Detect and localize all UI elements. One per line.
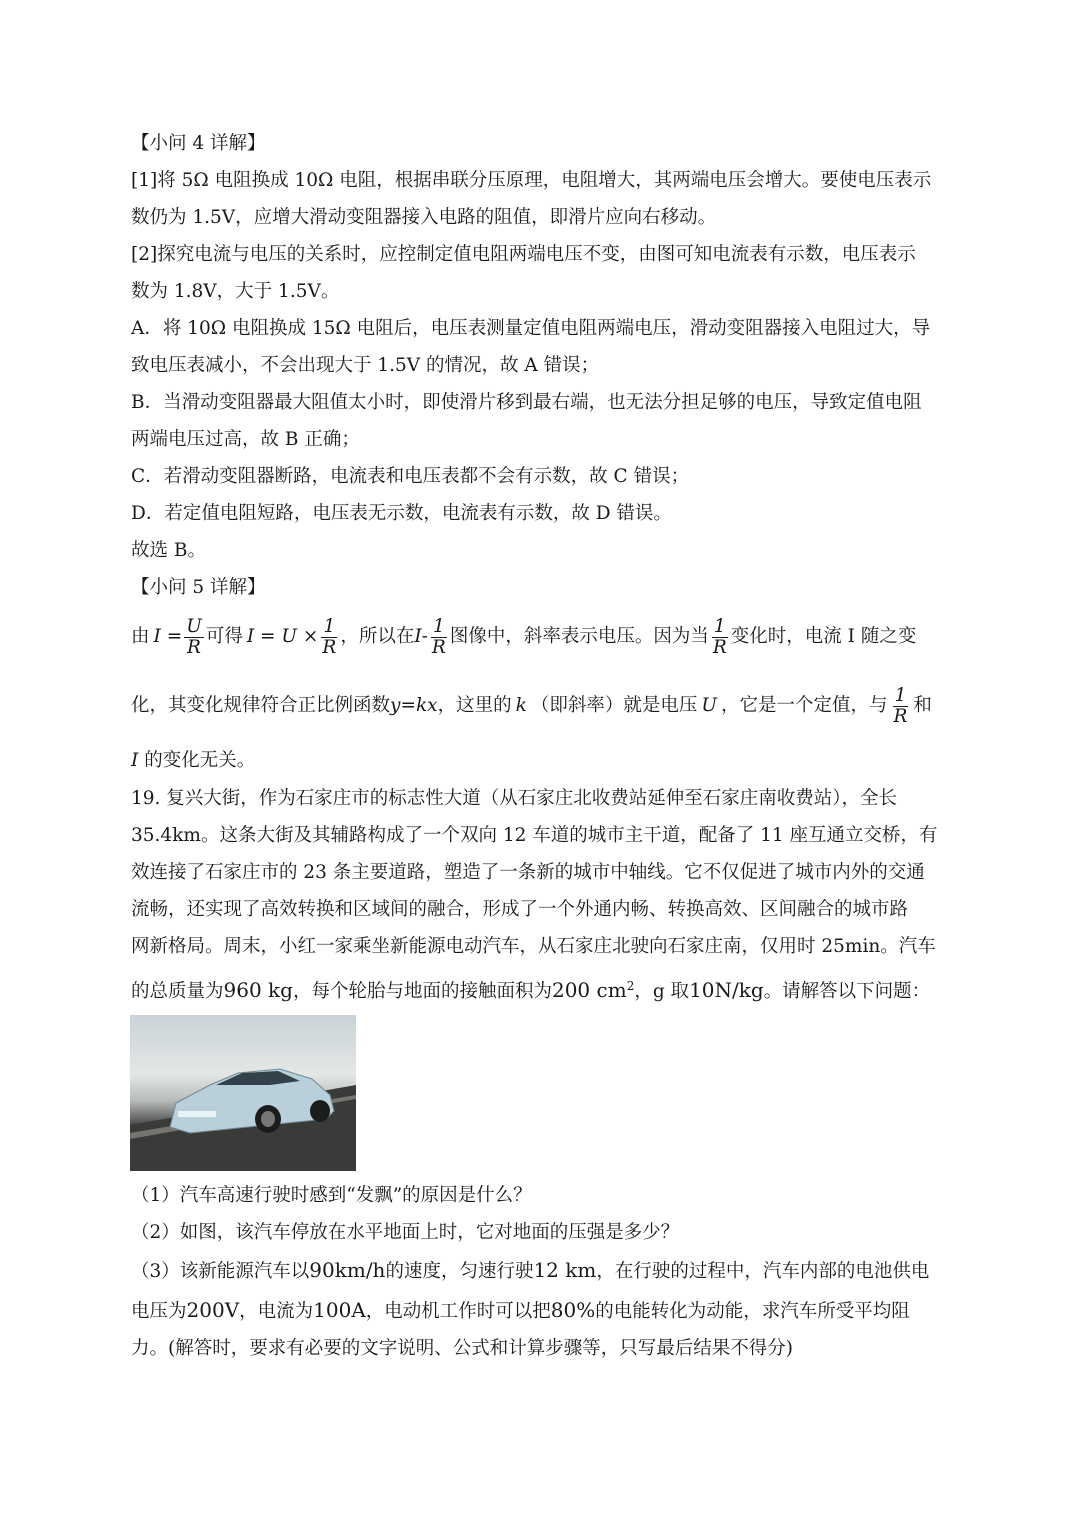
- paragraph-line: [2]探究电流与电压的关系时，应控制定值电阻两端电压不变，由图可知电流表有示数，电压表示: [131, 244, 916, 265]
- paragraph-line: A．将 10Ω 电阻换成 15Ω 电阻后，电压表测量定值电阻两端电压，滑动变阻器接入电阻过大，导: [131, 318, 931, 339]
- fraction-numerator: U: [186, 615, 202, 637]
- text: ，g 取: [634, 981, 690, 1003]
- text-italic: U: [701, 695, 717, 716]
- value-current: 100A: [313, 1298, 366, 1322]
- paragraph-line: [1]将 5Ω 电阻换成 10Ω 电阻，根据串联分压原理，电阻增大，其两端电压会增大。要使电压表示: [131, 170, 932, 191]
- paragraph-line: 效连接了石家庄市的 23 条主要道路，塑造了一条新的城市中轴线。它不仅促进了城市内外的交通: [131, 862, 925, 883]
- formula-line: [131, 614, 916, 660]
- paragraph-line: [131, 748, 255, 774]
- section-heading-q4: 【小问 4 详解】: [131, 133, 266, 154]
- value-voltage: 200V: [186, 1298, 240, 1322]
- text: 的电能转化为动能，求汽车所受平均阻: [595, 1301, 910, 1322]
- text: ，它是一个定值，与: [720, 695, 888, 716]
- text: ，电动机工作时可以把: [365, 1301, 551, 1322]
- paragraph-line: 两端电压过高，故 B 正确；: [131, 429, 360, 450]
- value-area: 200 cm: [551, 978, 627, 1003]
- text-italic: k: [515, 695, 527, 716]
- paragraph-line: B．当滑动变阻器最大阻值太小时，即使滑片移到最右端，也无法分担足够的电压，导致定值电阻: [131, 392, 922, 413]
- paragraph-line: 35.4km。这条大街及其辅路构成了一个双向 12 车道的城市主干道，配备了 11 座互通立交桥，有: [131, 825, 938, 846]
- text: 的速度，匀速行驶: [385, 1261, 534, 1282]
- paragraph-line: 致电压表减小，不会出现大于 1.5V 的情况，故 A 错误；: [131, 355, 600, 376]
- text: 图像中，斜率表示电压。因为当: [449, 626, 709, 647]
- sub-question-1: （1）汽车高速行驶时感到“发飘”的原因是什么？: [131, 1185, 532, 1206]
- paragraph-line: [131, 973, 930, 1005]
- text: ，在行驶的过程中，汽车内部的电池供电: [596, 1261, 930, 1282]
- fraction-denominator: R: [712, 636, 727, 658]
- question-19-line: 19. 复兴大街，作为石家庄市的标志性大道（从石家庄北收费站延伸至石家庄南收费站），全长: [131, 788, 898, 809]
- formula-line: [131, 683, 932, 729]
- paragraph-line: 网新格局。周末，小红一家乘坐新能源电动汽车，从石家庄北驶向石家庄南，仅用时 25min。汽车: [131, 936, 936, 957]
- fraction: [430, 617, 448, 658]
- fraction: [891, 686, 909, 727]
- text: 的总质量为: [131, 981, 224, 1003]
- section-heading-q5: 【小问 5 详解】: [131, 577, 266, 598]
- value-mass: 960 kg: [223, 978, 293, 1003]
- value-efficiency: 80%: [550, 1298, 596, 1322]
- text-italic: I-: [414, 626, 428, 647]
- fraction: [184, 617, 204, 658]
- fraction-numerator: 1: [713, 615, 726, 637]
- paragraph-line: 数仍为 1.5V，应增大滑动变阻器接入电路的阻值，即滑片应向右移动。: [131, 207, 717, 228]
- fraction-denominator: R: [187, 636, 201, 658]
- sub-question-2: （2）如图，该汽车停放在水平地面上时，它对地面的压强是多少？: [131, 1222, 680, 1243]
- fraction-numerator: 1: [894, 684, 907, 706]
- fraction-numerator: 1: [323, 615, 336, 637]
- car-photo: [130, 1015, 356, 1171]
- text: 变化时，电流 I 随之变: [730, 626, 917, 647]
- wheel: [310, 1100, 330, 1122]
- paragraph-line: 流畅，还实现了高效转换和区域间的融合，形成了一个外通内畅、转换高效、区间融合的城市路: [131, 899, 909, 920]
- paragraph-line: 力。(解答时，要求有必要的文字说明、公式和计算步骤等，只写最后结果不得分): [131, 1338, 793, 1359]
- fraction-denominator: R: [322, 636, 337, 658]
- paragraph-line: D．若定值电阻短路，电压表无示数，电流表有示数，故 D 错误。: [131, 503, 672, 524]
- fraction: [711, 617, 729, 658]
- text: （即斜率）就是电压: [530, 695, 698, 716]
- text: 的变化无关。: [138, 750, 256, 771]
- fraction-denominator: R: [431, 636, 446, 658]
- text: 由: [131, 626, 150, 647]
- headlight: [178, 1111, 216, 1117]
- text: ，每个轮胎与地面的接触面积为: [292, 981, 552, 1003]
- text: 电压为: [131, 1301, 187, 1322]
- car-illustration: [130, 1015, 356, 1171]
- text: ，所以在: [340, 626, 415, 647]
- fraction-numerator: 1: [432, 615, 445, 637]
- value-speed: 90km/h: [309, 1258, 386, 1282]
- value-g: 10N/kg: [689, 978, 764, 1003]
- text: ，这里的: [437, 695, 512, 716]
- text: （3）该新能源汽车以: [131, 1261, 310, 1282]
- text-italic: y=kx: [390, 695, 438, 716]
- paragraph-line: C．若滑动变阻器断路，电流表和电压表都不会有示数，故 C 错误；: [131, 466, 690, 487]
- text: ，电流为: [239, 1301, 314, 1322]
- text: 和: [913, 695, 932, 716]
- equation-lhs: I =: [153, 626, 183, 647]
- text-italic: I: [131, 750, 139, 771]
- value-distance: 12 km: [533, 1258, 597, 1282]
- fraction: [320, 617, 338, 658]
- text: 化，其变化规律符合正比例函数: [131, 695, 391, 716]
- equation-lhs: I = U ×: [246, 626, 319, 647]
- sub-question-3: [131, 1257, 929, 1285]
- wheel-rim: [261, 1111, 275, 1127]
- text: 可得: [205, 626, 243, 647]
- paragraph-line: 故选 B。: [131, 540, 206, 561]
- paragraph-line: 数为 1.8V，大于 1.5V。: [131, 281, 340, 302]
- paragraph-line: [131, 1297, 910, 1325]
- text: 。请解答以下问题：: [763, 981, 931, 1003]
- superscript: 2: [626, 979, 635, 993]
- fraction-denominator: R: [893, 705, 908, 727]
